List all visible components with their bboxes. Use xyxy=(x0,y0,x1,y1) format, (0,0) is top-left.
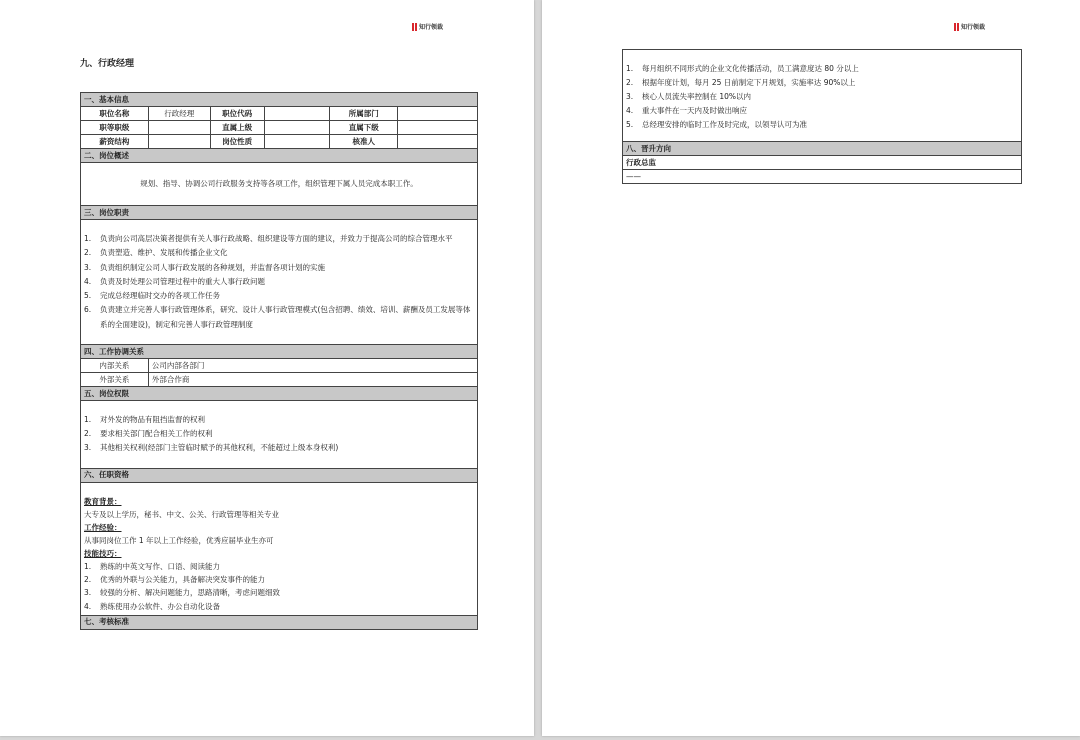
field-value xyxy=(264,121,330,135)
list-item: 3. 负责组织制定公司人事行政发展的各种规划，并监督各项计划的实施 xyxy=(84,262,325,272)
authority-title: 五、岗位权限 xyxy=(81,386,478,400)
qualification-block xyxy=(81,482,478,615)
relation-value: 外部合作商 xyxy=(148,372,477,386)
logo-mark-icon xyxy=(412,23,417,31)
logo-text: 知行领裁 xyxy=(419,24,444,31)
relations-title: 四、工作协调关系 xyxy=(81,344,478,358)
qualification-title: 六、任职资格 xyxy=(81,468,478,482)
field-value xyxy=(398,135,478,149)
promotion-title: 八、晋升方向 xyxy=(623,142,1022,156)
education-label: 教育背景： xyxy=(84,496,122,506)
field-value xyxy=(264,107,330,121)
overview-text: 规划、指导、协调公司行政服务支持等各项工作，组织管理下属人员完成本职工作。 xyxy=(81,163,478,206)
duties-title: 三、岗位职责 xyxy=(81,206,478,220)
field-value: 行政经理 xyxy=(148,107,210,121)
list-item: 1. 每月组织不同形式的企业文化传播活动，员工满意度达 80 分以上 xyxy=(626,64,859,73)
job-description-table xyxy=(80,92,478,630)
list-item: 2. 负责塑造、维护、发展和传播企业文化 xyxy=(84,248,228,258)
experience-label: 工作经验： xyxy=(84,522,122,532)
field-value xyxy=(398,121,478,135)
list-item: 3. 较强的分析、解决问题能力，思路清晰，考虑问题细致 xyxy=(84,588,280,598)
field-value xyxy=(148,121,210,135)
list-item: 2. 优秀的外联与公关能力，具备解决突发事件的能力 xyxy=(84,575,265,585)
job-description-table-continued xyxy=(622,49,1022,184)
relation-label: 外部关系 xyxy=(81,372,149,386)
table-row xyxy=(81,372,478,386)
list-item: 4. 重大事件在一天内及时做出响应 xyxy=(626,105,747,115)
list-item: 2. 要求相关部门配合相关工作的权利 xyxy=(84,429,213,438)
field-value xyxy=(398,107,478,121)
list-item: 3. 其他相关权利(经部门主管临时赋予的其他权利，不能超过上级本身权利) xyxy=(84,443,339,453)
list-item: 3. 核心人员流失率控制在 10%以内 xyxy=(626,91,752,101)
skills-label: 技能技巧： xyxy=(84,549,122,558)
promotion-target: 行政总监 xyxy=(623,156,1022,170)
promotion-dash: —— xyxy=(623,170,1022,184)
list-item: 1. 熟练的中英文写作、口语、阅读能力 xyxy=(84,562,220,572)
authority-list xyxy=(81,400,478,468)
list-item: 4. 熟练使用办公软件、办公自动化设备 xyxy=(84,601,220,611)
document-page-1 xyxy=(0,0,534,736)
experience-text: 从事同岗位工作 1 年以上工作经验，优秀应届毕业生亦可 xyxy=(84,535,274,545)
list-item: 2. 根据年度计划，每月 25 日前制定下月规划，实施率达 90%以上 xyxy=(626,77,856,87)
list-item: 6. 负责建立并完善人事行政管理体系，研究、设计人事行政管理模式(包含招聘、绩效、培训、薪酬及员工发展等体系的全面建设)，制定和完善人事行政管理制度 xyxy=(84,305,471,329)
list-item: 5. 总经理安排的临时工作及时完成，以领导认可为准 xyxy=(626,119,807,129)
basic-info-title: 一、基本信息 xyxy=(81,93,478,107)
duties-list xyxy=(81,220,478,345)
education-text: 大专及以上学历，秘书、中文、公关、行政管理等相关专业 xyxy=(84,509,279,519)
relation-value: 公司内部各部门 xyxy=(148,358,477,372)
field-label: 直属上级 xyxy=(210,121,264,135)
table-row xyxy=(81,121,478,135)
assessment-list xyxy=(623,50,1022,142)
field-label: 核准人 xyxy=(330,135,398,149)
field-label: 职位名称 xyxy=(81,107,149,121)
table-row xyxy=(81,358,478,372)
field-label: 职等职级 xyxy=(81,121,149,135)
logo-mark-icon xyxy=(954,23,959,31)
list-item: 1. 负责向公司高层决策者提供有关人事行政战略、组织建设等方面的建议，并致力于提高公司的综合管理水平 xyxy=(84,234,453,243)
assessment-title: 七、考核标准 xyxy=(81,615,478,629)
field-label: 薪资结构 xyxy=(81,135,149,149)
section-heading: 九、行政经理 xyxy=(80,59,135,69)
list-item: 4. 负责及时处理公司管理过程中的重大人事行政问题 xyxy=(84,276,265,286)
document-page-2 xyxy=(542,0,1080,736)
field-value xyxy=(148,135,210,149)
relation-label: 内部关系 xyxy=(81,358,149,372)
brand-logo xyxy=(954,22,985,31)
field-label: 职位代码 xyxy=(210,107,264,121)
brand-logo xyxy=(412,22,443,31)
overview-title: 二、岗位概述 xyxy=(81,149,478,163)
table-row xyxy=(81,135,478,149)
field-label: 所属部门 xyxy=(330,107,398,121)
table-row xyxy=(81,107,478,121)
list-item: 1. 对外发的物品有阻挡监督的权利 xyxy=(84,414,205,424)
list-item: 5. 完成总经理临时交办的各项工作任务 xyxy=(84,291,220,300)
field-label: 直属下级 xyxy=(330,121,398,135)
field-label: 岗位性质 xyxy=(210,135,264,149)
logo-text: 知行领裁 xyxy=(961,24,986,31)
field-value xyxy=(264,135,330,149)
